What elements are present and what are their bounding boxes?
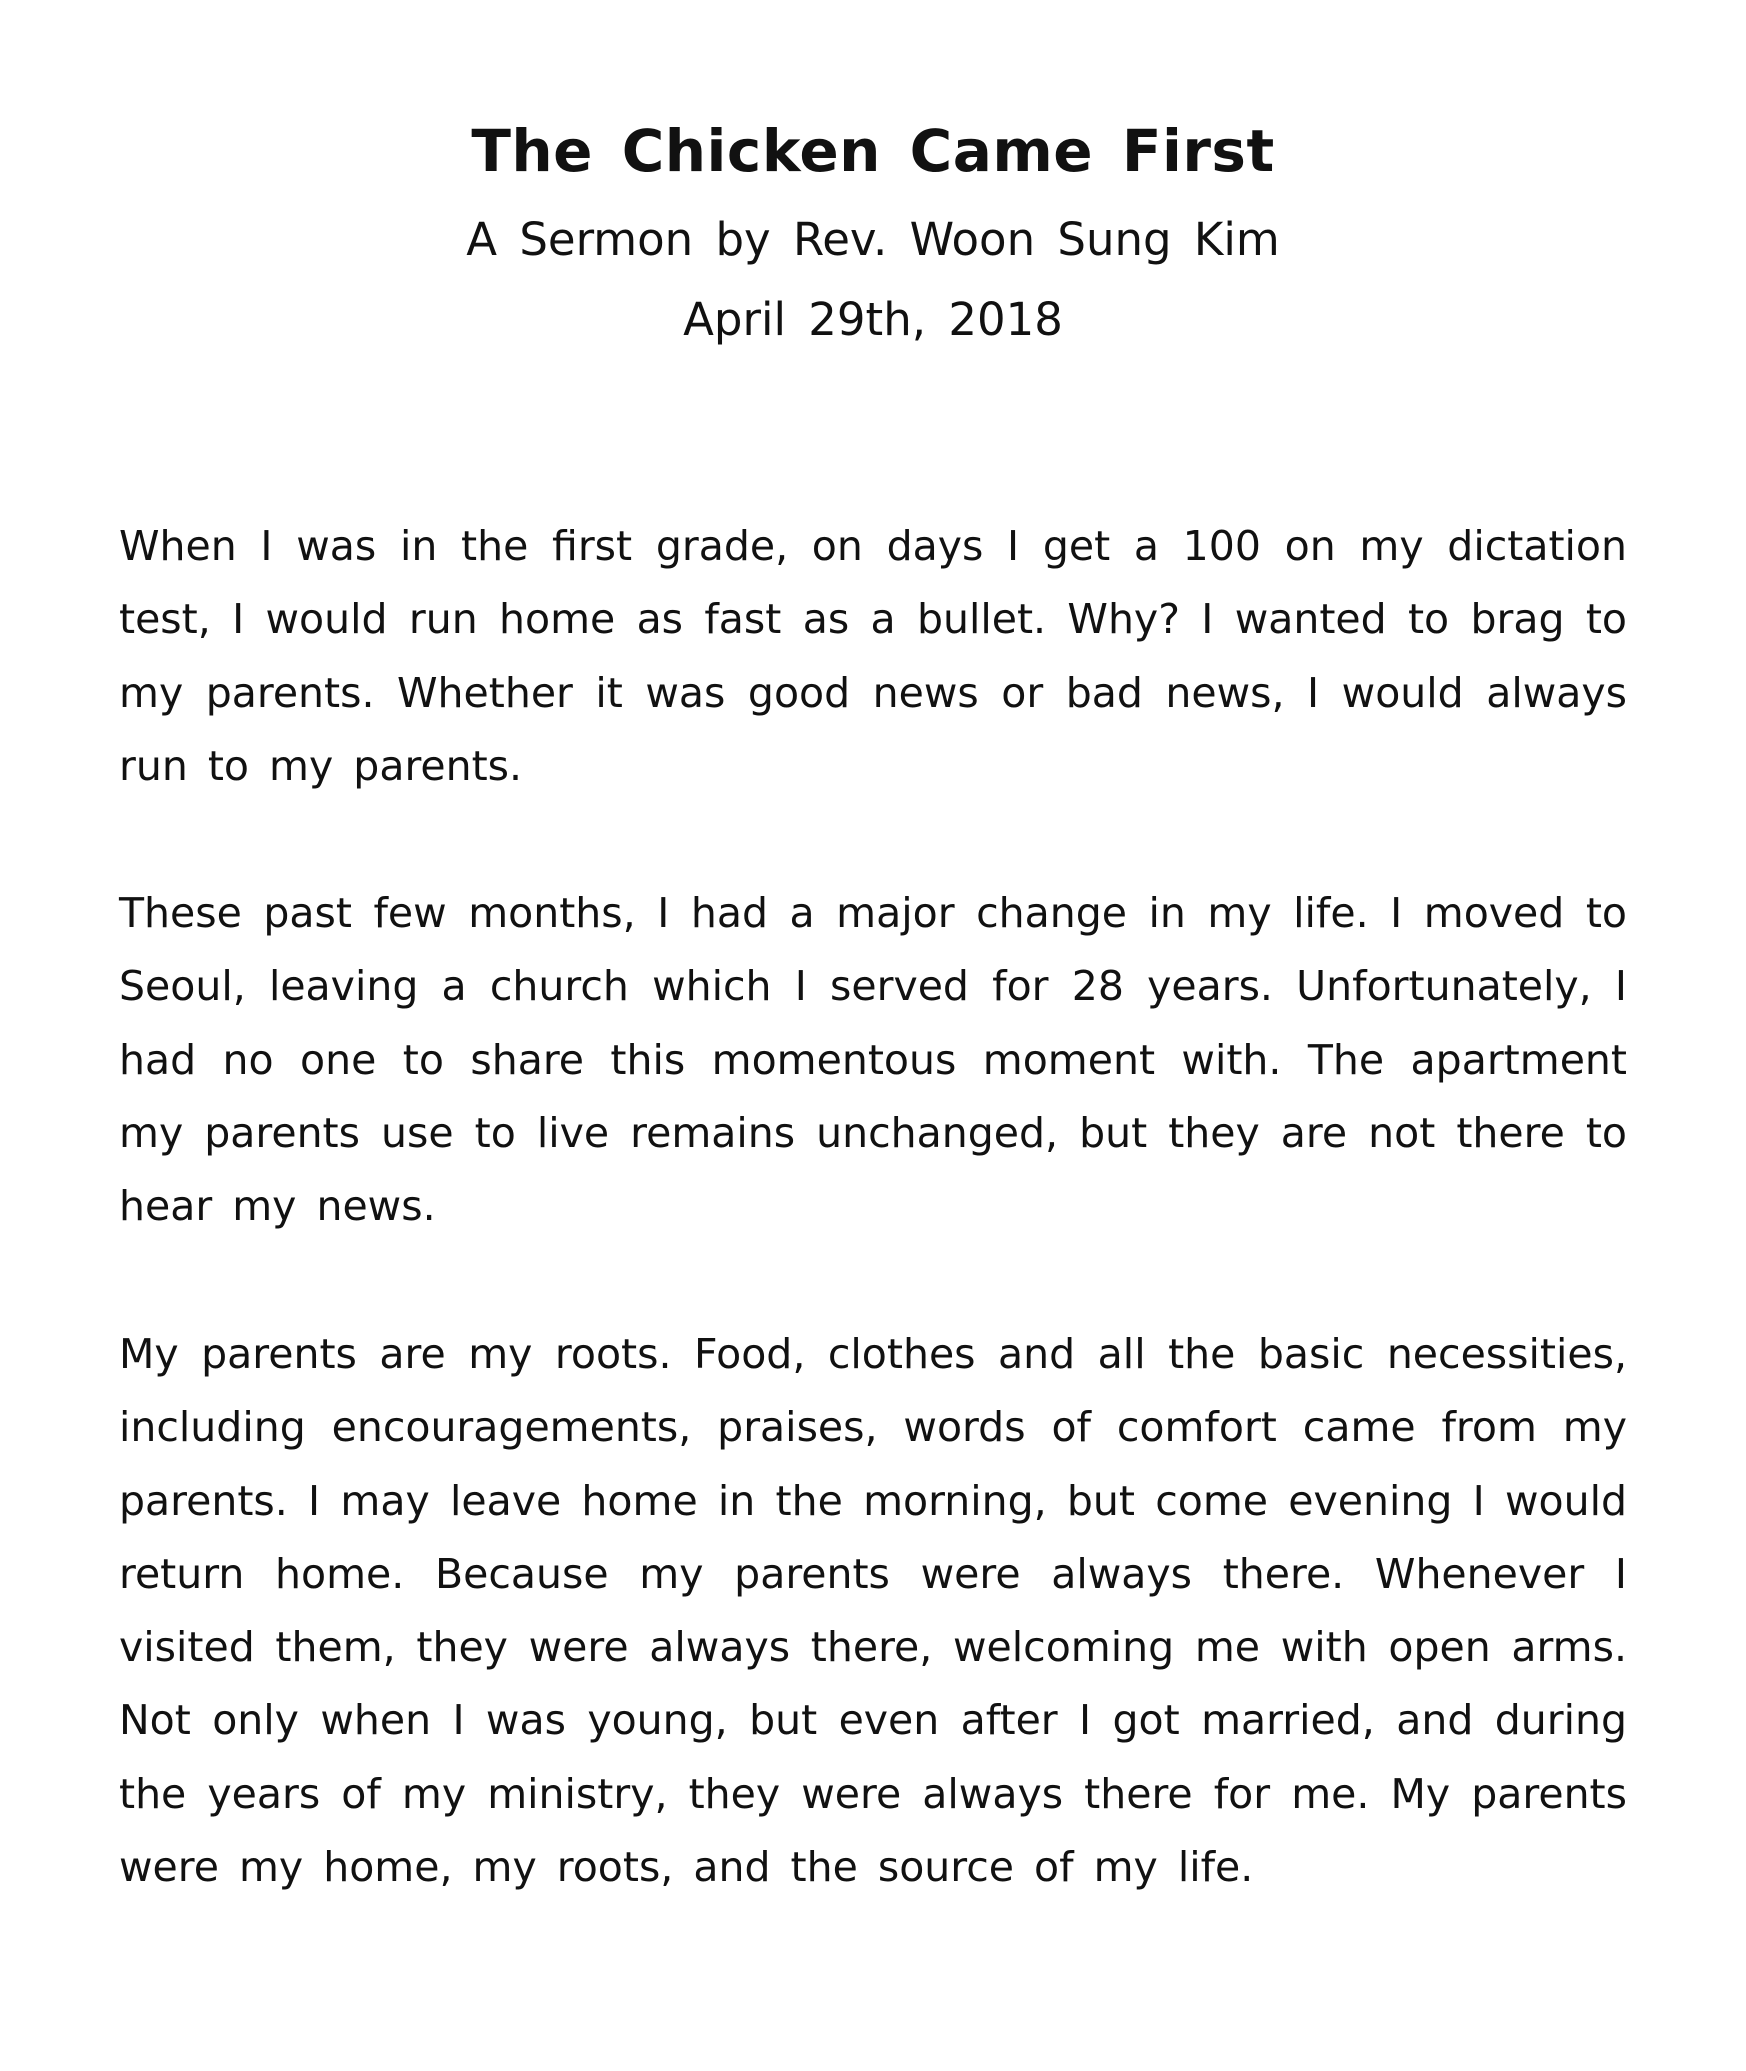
document-date: April 29th, 2018: [683, 293, 1063, 346]
body-paragraph-3: My parents are my roots. Food, clothes and all the basic necessities, including encouragements, praises, words of comfort came from my parents. I may leave home in the morning, but come evening I would return home. Because my parents were always there. Whenever I visited them, they were always there, welcoming me with open arms. Not only when I was young, but even after I got married, and during the years of my ministry, they were always there for me. My parents were my home, my roots, and the source of my life.: [119, 1330, 1627, 1892]
document-subtitle: A Sermon by Rev. Woon Sung Kim: [466, 213, 1280, 266]
document-title: The Chicken Came First: [471, 117, 1275, 185]
body-paragraph-1: When I was in the first grade, on days I get a 100 on my dictation test, I would run home as fast as a bullet. Why? I wanted to brag to my parents. Whether it was good news or bad news, I would always run to my parents.: [119, 522, 1627, 790]
body-paragraph-2: These past few months, I had a major change in my life. I moved to Seoul, leaving a church which I served for 28 years. Unfortunately, I had no one to share this momentous moment with. The apartment my parents use to live remains unchanged, but they are not there to hear my news.: [119, 889, 1627, 1231]
